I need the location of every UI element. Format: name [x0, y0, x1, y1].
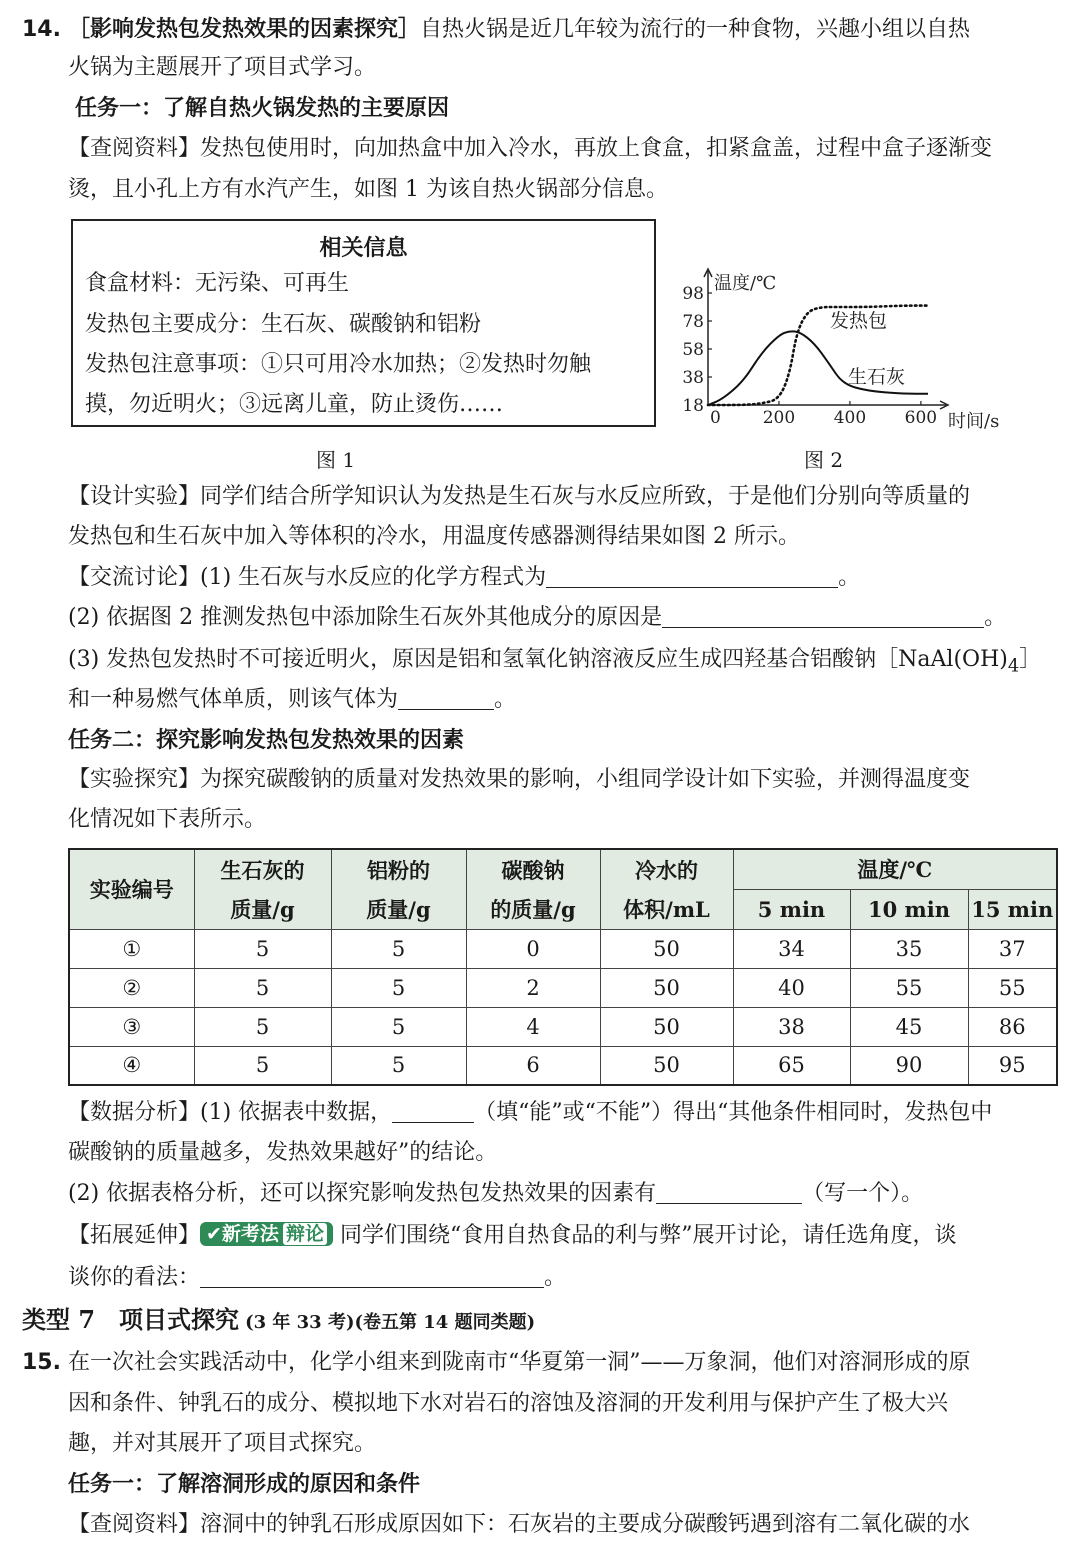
q15-task1-title: 任务一：了解溶洞形成的原因和条件 [68, 1471, 421, 1497]
info-line: 发热包注意事项：①只可用冷水加热；②发热时勿触 [85, 352, 592, 377]
analysis-line-3 [68, 1179, 923, 1209]
info-line: 食盒材料：无污染、可再生 [85, 271, 350, 296]
discuss-line-3 [68, 645, 1041, 681]
cell: 37 [968, 929, 1057, 968]
experiment-table [68, 848, 1058, 1086]
answer-blank[interactable] [392, 1100, 474, 1123]
q15-line-1 [22, 1348, 970, 1378]
header-na2co3: 碳酸钠 [466, 849, 600, 889]
series-label: 发热包 [830, 310, 888, 332]
header-exp-id: 实验编号 [69, 849, 194, 929]
extend-label: 【拓展延伸】 [68, 1223, 201, 1248]
q14-line-1 [22, 14, 970, 45]
cell: 5 [194, 968, 331, 1007]
x-tick-label: 0 [710, 408, 721, 428]
answer-blank[interactable] [546, 565, 838, 588]
cell-id: ③ [69, 1007, 194, 1046]
explore-line-1: 【实验探究】为探究碳酸钠的质量对发热效果的影响，小组同学设计如下实验，并测得温度变 [68, 767, 971, 792]
cell: 40 [733, 968, 850, 1007]
cell: 35 [850, 929, 968, 968]
discuss-q3: (3) 发热包发热时不可接近明火，原因是铝和氢氧化钠溶液反应生成四羟基合铝酸钠［NaAl(OH) [68, 647, 1008, 672]
consult-line-1: 【查阅资料】发热包使用时，向加热盒中加入冷水，再放上食盒，扣紧盒盖，过程中盒子逐渐变 [68, 136, 993, 161]
period: 。 [838, 565, 861, 590]
y-axis-label: 温度/℃ [714, 273, 777, 294]
table-row [69, 929, 1057, 968]
analysis-q1: 【数据分析】(1) 依据表中数据， [68, 1100, 393, 1125]
cell: 45 [850, 1007, 968, 1046]
cell: 50 [600, 1046, 733, 1085]
cell: 5 [194, 1007, 331, 1046]
header-lime: 生石灰的 [194, 849, 331, 889]
header-al: 铝粉的 [331, 849, 466, 889]
cell: 0 [466, 929, 600, 968]
badge-text: ✔新考法 [206, 1223, 279, 1245]
type7-title: 类型 7 项目式探究 [22, 1305, 240, 1334]
cell: 95 [968, 1046, 1057, 1085]
extend-line-2 [68, 1263, 566, 1293]
header-water: 冷水的 [600, 849, 733, 889]
header-temp: 温度/℃ [733, 849, 1057, 889]
cell: 38 [733, 1007, 850, 1046]
task2-title: 任务二：探究影响发热包发热效果的因素 [68, 727, 465, 753]
x-tick-label: 400 [833, 408, 867, 428]
type7-heading [22, 1305, 535, 1338]
extend-text-2: 谈你的看法： [68, 1265, 201, 1290]
question-number: 15. [22, 1350, 61, 1375]
badge-debate: 辩论 [283, 1223, 327, 1245]
table-row [69, 1007, 1057, 1046]
cell: 86 [968, 1007, 1057, 1046]
cell: 34 [733, 929, 850, 968]
consult-line-2: 烫，且小孔上方有水汽产生，如图 1 为该自热火锅部分信息。 [68, 177, 668, 202]
info-box-title: 相关信息 [319, 235, 408, 261]
info-line: 摸，勿近明火；③远离儿童，防止烫伤…… [85, 392, 504, 417]
x-tick-label: 200 [762, 408, 796, 428]
cell: 5 [331, 929, 466, 968]
answer-blank[interactable] [656, 1181, 802, 1204]
new-method-badge [200, 1222, 333, 1246]
extend-line-1 [68, 1221, 956, 1251]
header-5min: 5 min [733, 889, 850, 929]
discuss-line-2 [68, 603, 1006, 633]
task1-title: 任务一：了解自热火锅发热的主要原因 [75, 95, 450, 121]
discuss-line-1 [68, 563, 860, 593]
cell: 50 [600, 1007, 733, 1046]
cell-id: ④ [69, 1046, 194, 1085]
question-intro: 自热火锅是近几年较为流行的一种食物，兴趣小组以自热 [420, 17, 971, 42]
q15-line-3: 趣，并对其展开了项目式探究。 [68, 1431, 377, 1456]
info-line: 发热包主要成分：生石灰、碳酸钠和铝粉 [85, 312, 482, 337]
q14-line-2: 火锅为主题展开了项目式学习。 [68, 55, 377, 80]
series-line-heat-pack [708, 306, 928, 405]
y-tick-label: 18 [682, 396, 704, 416]
q15-text: 在一次社会实践活动中，化学小组来到陇南市“华夏第一洞”——万象洞，他们对溶洞形成的原 [67, 1350, 971, 1375]
discuss-line-4 [68, 685, 516, 715]
cell: 4 [466, 1007, 600, 1046]
cell: 65 [733, 1046, 850, 1085]
cell: 90 [850, 1046, 968, 1085]
analysis-line-2: 碳酸钠的质量越多，发热效果越好”的结论。 [68, 1140, 498, 1165]
x-axis-label: 时间/s [948, 411, 1000, 432]
discuss-q3-cont: 和一种易燃气体单质，则该气体为 [68, 687, 399, 712]
discuss-q1: 【交流讨论】(1) 生石灰与水反应的化学方程式为 [68, 565, 547, 590]
answer-blank[interactable] [398, 687, 494, 710]
design-line-1: 【设计实验】同学们结合所学知识认为发热是生石灰与水反应所致，于是他们分别向等质量的 [68, 484, 971, 509]
q15-line-2: 因和条件、钟乳石的成分、模拟地下水对岩石的溶蚀及溶洞的开发利用与保护产生了极大兴 [68, 1391, 949, 1416]
analysis-line-1 [68, 1098, 992, 1128]
header-10min: 10 min [850, 889, 968, 929]
answer-blank[interactable] [200, 1265, 544, 1288]
cell: 5 [331, 1007, 466, 1046]
cell: 2 [466, 968, 600, 1007]
cell: 50 [600, 968, 733, 1007]
type7-note: (3 年 33 考)(卷五第 14 题同类题) [245, 1312, 536, 1333]
y-tick-label: 98 [682, 284, 704, 304]
answer-blank[interactable] [662, 605, 984, 628]
temperature-chart [672, 250, 1002, 440]
explore-line-2: 化情况如下表所示。 [68, 807, 267, 832]
series-label: 生石灰 [848, 366, 906, 388]
question-tag: ［影响发热包发热效果的因素探究］ [67, 16, 420, 42]
figure-1-caption: 图 1 [316, 448, 356, 472]
question-number: 14. [22, 17, 61, 42]
cell: 5 [194, 1046, 331, 1085]
analysis-q1-cont: （填“能”或“不能”）得出“其他条件相同时，发热包中 [474, 1100, 993, 1125]
info-box [71, 219, 656, 427]
cell: 5 [194, 929, 331, 968]
cell-id: ① [69, 929, 194, 968]
analysis-q2: (2) 依据表格分析，还可以探究影响发热包发热效果的因素有 [68, 1181, 657, 1206]
cell: 6 [466, 1046, 600, 1085]
cell-id: ② [69, 968, 194, 1007]
period: 。 [544, 1265, 567, 1290]
header-water-unit: 体积/mL [600, 889, 733, 929]
header-al-unit: 质量/g [331, 889, 466, 929]
y-tick-label: 38 [682, 368, 704, 388]
extend-text: 同学们围绕“食用自热食品的利与弊”展开讨论，请任选角度，谈 [339, 1223, 957, 1248]
analysis-q2-cont: （写一个）。 [802, 1181, 924, 1206]
bracket: ］ [1019, 647, 1042, 672]
figure-2-caption: 图 2 [804, 448, 844, 472]
period: 。 [494, 687, 517, 712]
cell: 55 [850, 968, 968, 1007]
subscript: 4 [1007, 655, 1020, 677]
header-na2co3-unit: 的质量/g [466, 889, 600, 929]
design-line-2: 发热包和生石灰中加入等体积的冷水，用温度传感器测得结果如图 2 所示。 [68, 524, 800, 549]
x-tick-label: 600 [904, 408, 938, 428]
cell: 55 [968, 968, 1057, 1007]
cell: 5 [331, 1046, 466, 1085]
table-row [69, 968, 1057, 1007]
table-row [69, 1046, 1057, 1085]
period: 。 [984, 605, 1007, 630]
cell: 50 [600, 929, 733, 968]
y-tick-label: 78 [682, 312, 704, 332]
y-tick-label: 58 [682, 340, 704, 360]
cell: 5 [331, 968, 466, 1007]
header-15min: 15 min [968, 889, 1057, 929]
discuss-q2: (2) 依据图 2 推测发热包中添加除生石灰外其他成分的原因是 [68, 605, 663, 630]
header-lime-unit: 质量/g [194, 889, 331, 929]
q15-consult: 【查阅资料】溶洞中的钟乳石形成原因如下：石灰岩的主要成分碳酸钙遇到溶有二氧化碳的水 [68, 1512, 971, 1537]
